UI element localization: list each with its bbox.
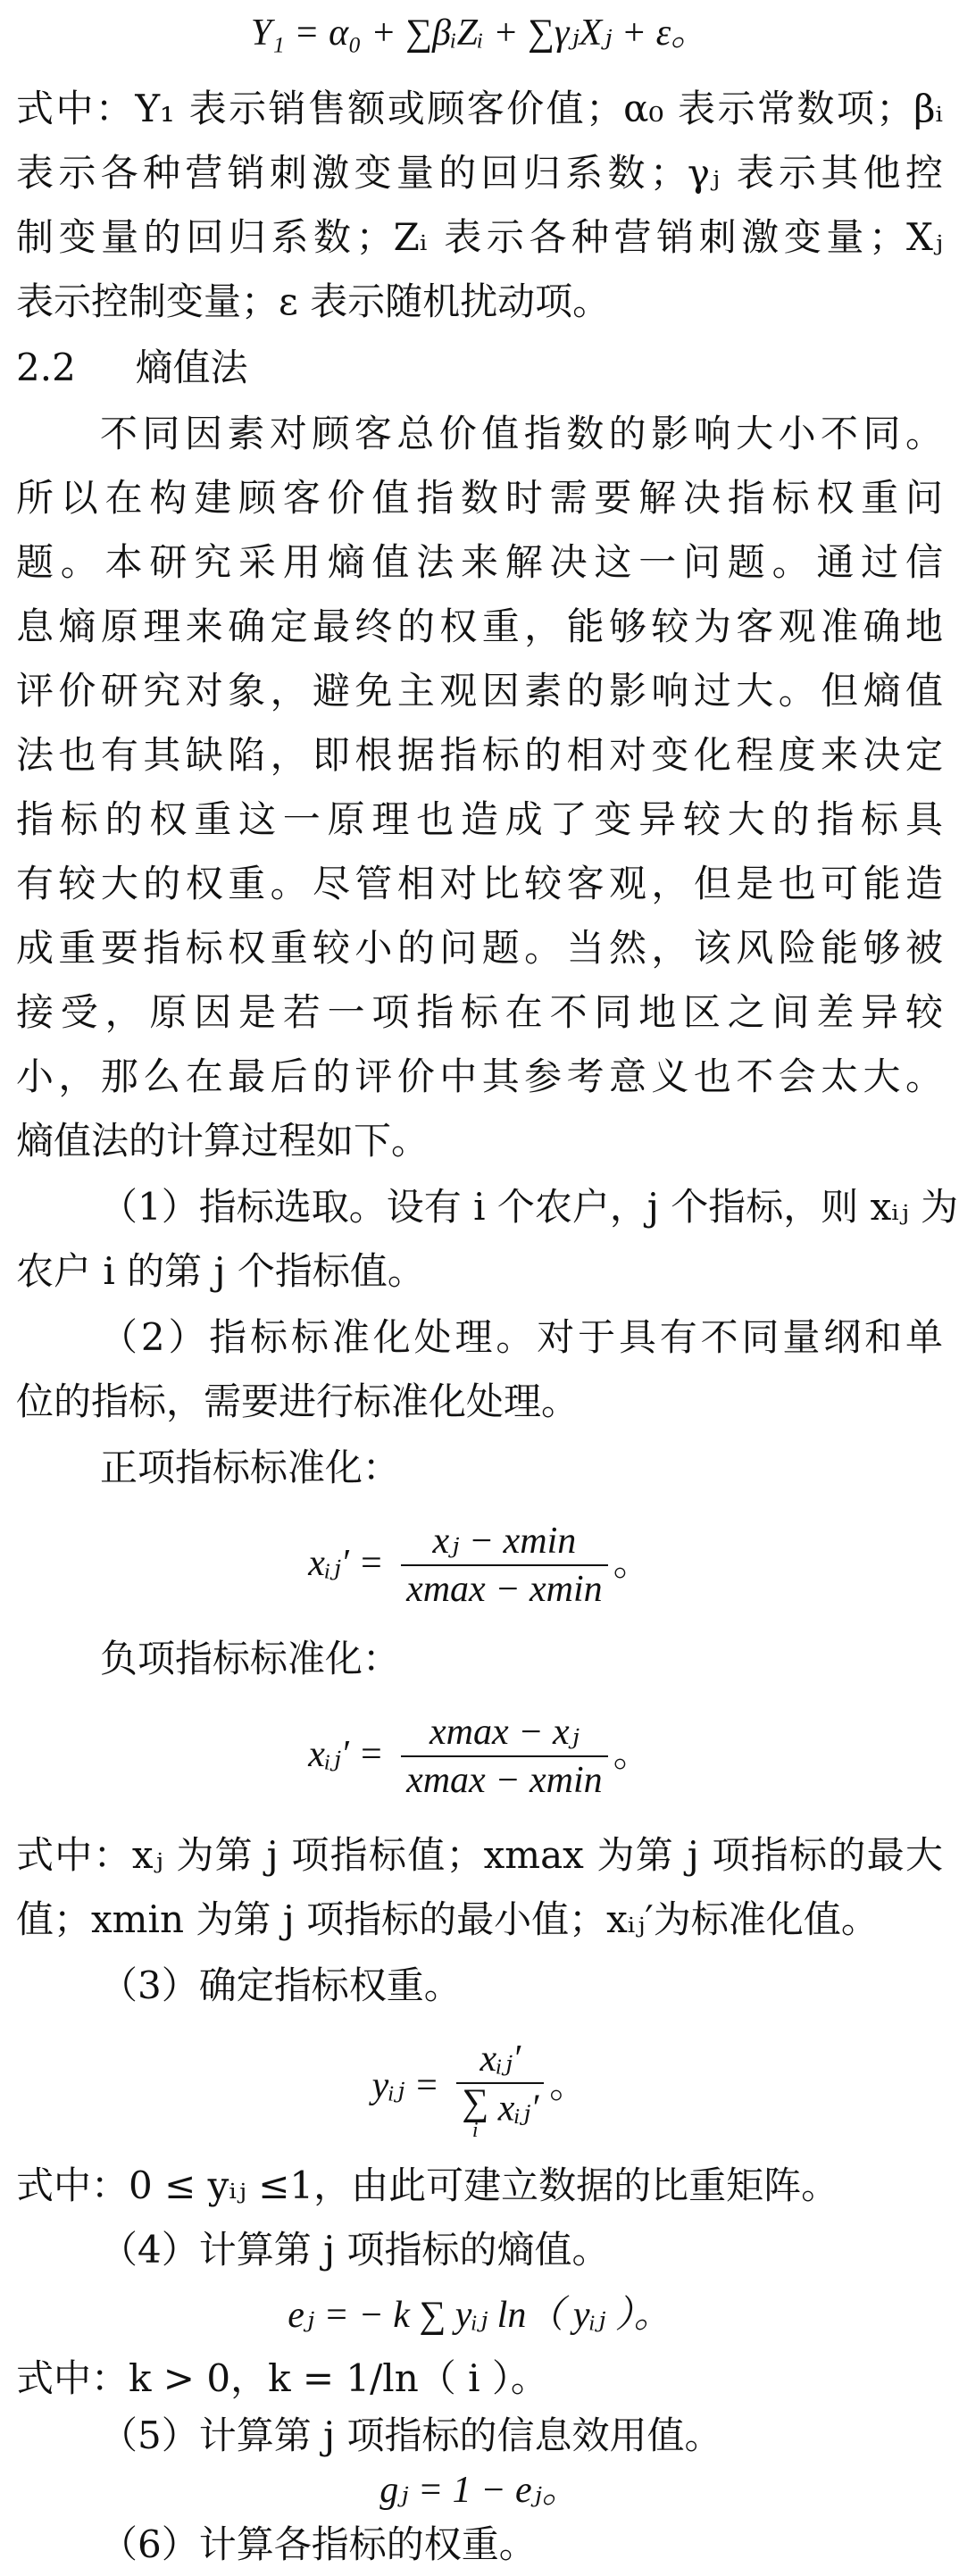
para3-line: 式中：xⱼ 为第 j 项指标值；xmax 为第 j 项指标的最大 bbox=[16, 1833, 943, 1877]
para2-line: 评价研究对象，避免主观因素的影响过大。但熵值 bbox=[16, 669, 943, 713]
formula-negative: xᵢⱼ′ = $\frac{\text{xmax − xⱼ}}{xmax - xmin}$ 。 bbox=[16, 1700, 943, 1807]
fraction-denominator: ∑ i xᵢⱼ′ bbox=[462, 2082, 539, 2142]
para2-line: 指标的权重这一原理也造成了变异较大的指标具 bbox=[16, 797, 943, 841]
step1-line: （1）指标选取。设有 i 个农户，j 个指标，则 xᵢⱼ 为 bbox=[100, 1185, 959, 1229]
para5: 式中：k > 0，k = 1/ln（ i ）。 bbox=[16, 2356, 548, 2400]
para2-line: 不同因素对顾客总价值指数的影响大小不同。 bbox=[100, 412, 943, 455]
section-number: 2.2 bbox=[16, 346, 76, 389]
positive-label: 正项指标标准化： bbox=[100, 1446, 401, 1489]
para3-line: 值；xmin 为第 j 项指标的最小值；xᵢⱼ′为标准化值。 bbox=[16, 1897, 879, 1941]
step1-line: 农户 i 的第 j 个指标值。 bbox=[16, 1249, 425, 1293]
para2-line: 题。本研究采用熵值法来解决这一问题。通过信 bbox=[16, 540, 943, 584]
fraction-numerator: xⱼ − xmin bbox=[401, 1518, 608, 1566]
para2-line: 熵值法的计算过程如下。 bbox=[16, 1119, 429, 1163]
formula-positive: xᵢⱼ′ = $\frac{\text{xⱼ − xmin}}{xmax - xmin}$ 。 bbox=[16, 1509, 943, 1616]
step2-line: 位的指标，需要进行标准化处理。 bbox=[16, 1380, 580, 1423]
para2-line: 成重要指标权重较小的问题。当然，该风险能够被 bbox=[16, 926, 943, 970]
para2-line: 小，那么在最后的评价中其参考意义也不会太大。 bbox=[16, 1055, 943, 1098]
para2-line: 接受，原因是若一项指标在不同地区之间差异较 bbox=[16, 990, 943, 1034]
fraction-denominator: xmax − xmin bbox=[406, 1569, 603, 1610]
step5: （5）计算第 j 项指标的信息效用值。 bbox=[100, 2413, 722, 2457]
para1-line: 制变量的回归系数；Zᵢ 表示各种营销刺激变量；Xⱼ bbox=[16, 215, 943, 259]
formula-weight: yᵢⱼ = xᵢⱼ′ ∑ i xᵢⱼ′ 。 bbox=[16, 2027, 943, 2143]
step2-line: （2）指标标准化处理。对于具有不同量纲和单 bbox=[100, 1315, 943, 1359]
section-title: 熵值法 bbox=[135, 346, 248, 389]
para2-line: 法也有其缺陷，即根据指标的相对变化程度来决定 bbox=[16, 733, 943, 777]
formula-g: gⱼ = 1 − eⱼ。 bbox=[379, 2470, 580, 2511]
fraction-numerator: xmax − xⱼ bbox=[401, 1709, 608, 1757]
para1-line: 表示各种营销刺激变量的回归系数；γⱼ 表示其他控 bbox=[16, 151, 943, 195]
step3: （3）确定指标权重。 bbox=[100, 1963, 462, 2007]
para1-line: 式中：Y₁ 表示销售额或顾客价值；α₀ 表示常数项；βᵢ bbox=[16, 87, 943, 130]
fraction-denominator: xmax − xmin bbox=[406, 1760, 603, 1801]
formula-entropy: eⱼ = − k ∑ yᵢⱼ ln（ yᵢⱼ ）。 bbox=[288, 2295, 671, 2336]
para2-line: 息熵原理来确定最终的权重，能够较为客观准确地 bbox=[16, 604, 943, 648]
para4: 式中：0 ≤ yᵢⱼ ≤1，由此可建立数据的比重矩阵。 bbox=[16, 2163, 839, 2207]
para2-line: 有较大的权重。尽管相对比较客观，但是也可能造 bbox=[16, 862, 943, 905]
negative-label: 负项指标标准化： bbox=[100, 1637, 401, 1680]
formula-y1: Y₁ = α₀ + ∑βᵢZᵢ + ∑γⱼXⱼ + ε。 bbox=[250, 13, 709, 54]
para1-line: 表示控制变量；ε 表示随机扰动项。 bbox=[16, 279, 611, 323]
step6: （6）计算各指标的权重。 bbox=[100, 2522, 537, 2566]
para2-line: 所以在构建顾客价值指数时需要解决指标权重问 bbox=[16, 476, 943, 520]
section-heading bbox=[16, 343, 943, 393]
fraction-numerator: xᵢⱼ′ bbox=[456, 2036, 544, 2084]
step4: （4）计算第 j 项指标的熵值。 bbox=[100, 2228, 610, 2272]
